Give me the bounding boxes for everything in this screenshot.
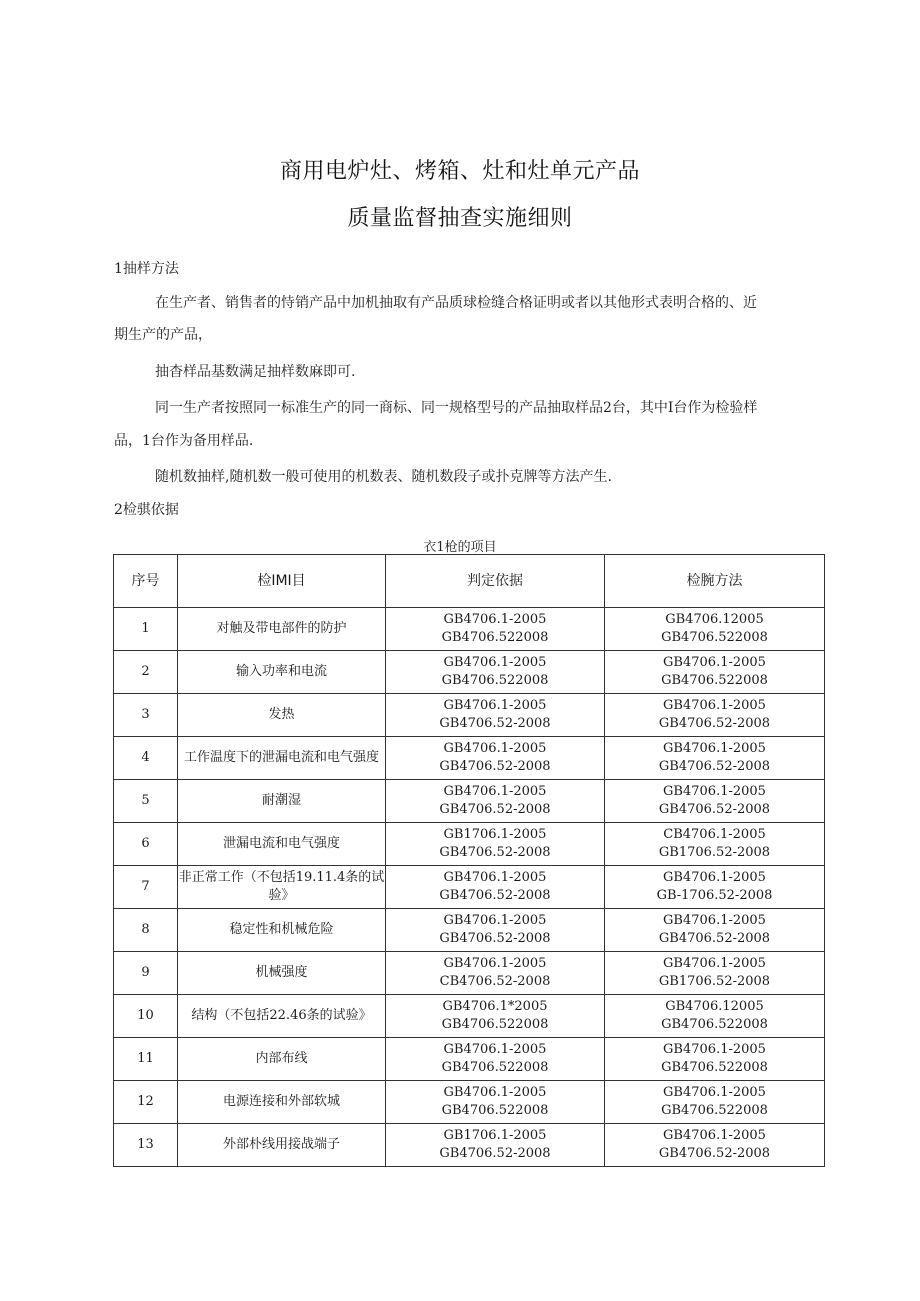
row-basis — [386, 909, 605, 952]
row-basis — [386, 952, 605, 995]
row-basis-standard: GB4706.522008 — [441, 673, 549, 688]
row-number: 4 — [114, 737, 178, 780]
row-method — [605, 866, 825, 909]
row-method-standard: GB4706.1-2005 — [663, 870, 766, 885]
row-basis-standard: GB4706.1-2005 — [443, 741, 547, 756]
row-basis-standard: GB4706.52-2008 — [439, 716, 551, 731]
row-basis — [386, 866, 605, 909]
inspection-items-table — [113, 554, 825, 1167]
row-number: 2 — [114, 651, 178, 694]
table-row — [114, 608, 825, 651]
table-row — [114, 651, 825, 694]
row-basis — [386, 694, 605, 737]
row-method-standard: GB4706.1-2005 — [663, 1085, 766, 1100]
row-basis — [386, 608, 605, 651]
row-basis-standard: GB4706.52-2008 — [439, 759, 551, 774]
row-method — [605, 995, 825, 1038]
row-basis-standard: GB4706.52-2008 — [439, 888, 551, 903]
header-no: 序号 — [114, 555, 178, 608]
row-method — [605, 1038, 825, 1081]
table-row — [114, 1081, 825, 1124]
row-basis-standard: GB4706.1-2005 — [443, 913, 547, 928]
row-basis-standard: CB4706.52-2008 — [439, 974, 551, 989]
row-basis-standard: GB4706.52-2008 — [439, 931, 551, 946]
row-method — [605, 1081, 825, 1124]
row-item: 机械强度 — [178, 952, 386, 995]
row-method-standard: GB4706.52-2008 — [658, 802, 771, 817]
row-method — [605, 909, 825, 952]
row-number: 7 — [114, 866, 178, 909]
table-row — [114, 823, 825, 866]
row-method-standard: GB4706.12005 — [665, 612, 764, 627]
row-basis — [386, 1038, 605, 1081]
row-method-standard: CB4706.1-2005 — [663, 827, 766, 842]
row-basis — [386, 1081, 605, 1124]
row-basis-standard: GB4706.1-2005 — [443, 1085, 547, 1100]
row-method-standard: GB4706.522008 — [661, 673, 768, 688]
row-method-standard: GB4706.52-2008 — [658, 716, 771, 731]
header-item: 检IMI目 — [178, 555, 386, 608]
table-row — [114, 952, 825, 995]
row-number: 5 — [114, 780, 178, 823]
row-method-standard: GB4706.522008 — [661, 630, 768, 645]
table-row — [114, 694, 825, 737]
row-method — [605, 608, 825, 651]
section2-heading: 2检骐依据 — [114, 502, 179, 518]
row-basis — [386, 823, 605, 866]
row-basis-standard: GB4706.1-2005 — [443, 655, 547, 670]
row-method-standard: GB4706.1-2005 — [663, 913, 766, 928]
row-method-standard: GB-1706.52-2008 — [656, 888, 773, 903]
row-method-standard: GB1706.52-2008 — [658, 845, 771, 860]
row-item: 内部布线 — [178, 1038, 386, 1081]
row-method-standard: GB4706.52-2008 — [658, 1146, 771, 1161]
header-basis: 判定依据 — [386, 555, 605, 608]
section1-para1-line1: 在生产者、销售者的恃销产品中加机抽取有产品质球检缝合格证明或者以其他形式表明合格的、近 — [155, 295, 757, 311]
row-basis-standard: GB1706.1-2005 — [443, 1128, 547, 1143]
row-basis-standard: GB4706.522008 — [441, 630, 549, 645]
row-basis — [386, 737, 605, 780]
row-basis-standard: GB4706.522008 — [441, 1017, 549, 1032]
row-basis-standard: GB4706.52-2008 — [439, 802, 551, 817]
row-method-standard: GB4706.52-2008 — [658, 931, 771, 946]
row-method — [605, 737, 825, 780]
row-method-standard: GB4706.1-2005 — [663, 655, 766, 670]
row-number: 13 — [114, 1124, 178, 1167]
document-title-line1: 商用电炉灶、烤箱、灶和灶单元产品 — [279, 159, 640, 184]
row-method — [605, 780, 825, 823]
row-method — [605, 1124, 825, 1167]
row-method-standard: GB4706.522008 — [661, 1103, 768, 1118]
table-header-row — [114, 555, 825, 608]
row-item: 电源连接和外部软城 — [178, 1081, 386, 1124]
section1-para3-line2: 品，1台作为备用样品. — [114, 433, 254, 449]
row-basis-standard: GB4706.1-2005 — [443, 1042, 547, 1057]
table-row — [114, 780, 825, 823]
header-method: 检腕方法 — [605, 555, 825, 608]
row-method — [605, 952, 825, 995]
row-method — [605, 823, 825, 866]
row-number: 11 — [114, 1038, 178, 1081]
section1-para1-line2: 期生产的产品， — [114, 327, 212, 343]
row-basis — [386, 1124, 605, 1167]
row-number: 8 — [114, 909, 178, 952]
row-item: 泄漏电流和电气强度 — [178, 823, 386, 866]
row-basis-standard: GB4706.522008 — [441, 1060, 549, 1075]
row-method-standard: GB4706.1-2005 — [663, 741, 766, 756]
section1-heading: 1抽样方法 — [114, 261, 179, 277]
table-row — [114, 1124, 825, 1167]
row-item: 工作温度下的泄漏电流和电气强度 — [178, 737, 386, 780]
row-basis — [386, 995, 605, 1038]
table-row — [114, 1038, 825, 1081]
row-method — [605, 651, 825, 694]
row-item: 外部朴线用接战端子 — [178, 1124, 386, 1167]
table-caption: 衣1枪的项目 — [423, 540, 497, 555]
row-item: 输入功率和电流 — [178, 651, 386, 694]
row-method-standard: GB1706.52-2008 — [658, 974, 771, 989]
row-item: 耐潮湿 — [178, 780, 386, 823]
row-basis-standard: GB4706.1-2005 — [443, 698, 547, 713]
row-number: 3 — [114, 694, 178, 737]
row-number: 6 — [114, 823, 178, 866]
row-basis-standard: GB4706.1-2005 — [443, 956, 547, 971]
row-method-standard: GB4706.522008 — [661, 1017, 768, 1032]
row-basis-standard: GB4706.1*2005 — [442, 999, 548, 1014]
row-basis-standard: GB4706.1-2005 — [443, 870, 547, 885]
row-method-standard: GB4706.52-2008 — [658, 759, 771, 774]
row-method — [605, 694, 825, 737]
row-method-standard: GB4706.1-2005 — [663, 698, 766, 713]
row-number: 9 — [114, 952, 178, 995]
row-method-standard: GB4706.1-2005 — [663, 956, 766, 971]
table-row — [114, 866, 825, 909]
row-method-standard: GB4706.1-2005 — [663, 784, 766, 799]
section1-para3-line1: 同一生产者按照同一标准生产的同一商标、同一规格型号的产品抽取样品2台，其中I台作为检验样 — [155, 400, 758, 416]
row-item: 稳定性和机械危险 — [178, 909, 386, 952]
row-basis-standard: GB4706.1-2005 — [443, 784, 547, 799]
row-basis-standard: GB4706.522008 — [441, 1103, 549, 1118]
row-item: 对触及带电部件的防护 — [178, 608, 386, 651]
row-basis-standard: GB1706.1-2005 — [443, 827, 547, 842]
row-item: 非正常工作（不包括19.11.4条的试验》 — [178, 866, 386, 909]
table-row — [114, 909, 825, 952]
row-method-standard: GB4706.12005 — [665, 999, 764, 1014]
row-item: 结构（不包括22.46条的试验》 — [178, 995, 386, 1038]
row-basis — [386, 651, 605, 694]
row-basis-standard: GB4706.52-2008 — [439, 1146, 551, 1161]
row-number: 10 — [114, 995, 178, 1038]
row-number: 1 — [114, 608, 178, 651]
table-row — [114, 995, 825, 1038]
row-number: 12 — [114, 1081, 178, 1124]
row-basis — [386, 780, 605, 823]
row-method-standard: GB4706.522008 — [661, 1060, 768, 1075]
row-method-standard: GB4706.1-2005 — [663, 1042, 766, 1057]
table-row — [114, 737, 825, 780]
document-title-line2: 质量监督抽查实施细则 — [347, 206, 573, 231]
row-item: 发热 — [178, 694, 386, 737]
row-basis-standard: GB4706.1-2005 — [443, 612, 547, 627]
row-basis-standard: GB4706.52-2008 — [439, 845, 551, 860]
section1-para2: 抽杳样品基数满足抽样数麻即可. — [155, 364, 356, 380]
row-method-standard: GB4706.1-2005 — [663, 1128, 766, 1143]
section1-para4: 随机数抽样,随机数一般可使用的机数表、随机数段子或扑克牌等方法产生. — [155, 469, 612, 485]
